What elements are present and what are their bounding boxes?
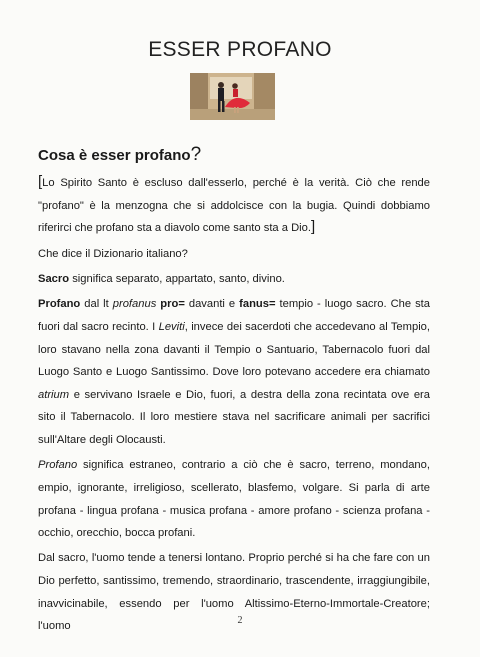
term-atrium: atrium [38,388,70,401]
text-segment: davanti e [184,298,240,311]
paragraph-profano-etymology [38,293,430,451]
term-fanus: fanus= [239,298,276,311]
text-segment: dal lt [80,298,113,311]
page-title: ESSER PROFANO [148,38,332,61]
dancers-photo [190,73,275,120]
section-heading-mark: ? [190,144,202,165]
term-leviti: Leviti [158,320,185,333]
paragraph-sacro-distance: Dal sacro, l'uomo tende a tenersi lontano. Proprio perché si ha che fare con un Dio perfetto, santissimo, tremendo, straordinario, trascendente, irraggiungibile, inavvicinabile, essendo per l'uomo Altissimo-Eterno-Immortale-Creatore; l'uomo [38,552,430,633]
open-bracket: [ [38,173,43,190]
paragraph-profano-meaning [38,454,430,544]
paragraph-sacro [38,268,430,291]
dancers-illustration [190,73,275,120]
text-segment: tempio - luogo sacro. Che sta fuori dal sacro recinto. I [38,298,431,333]
paragraph-intro [38,172,430,240]
term-profanus: profanus [112,298,157,311]
text-segment: , invece dei sacerdoti che accedevano al Tempio, loro stavano nella zona davanti il Tempio o Santuario, Tabernacolo fuori dal Luogo Santo e Luogo Santissimo. Dove loro potevano accedere era chiamato [38,320,431,379]
definition-profano: significa estraneo, contrario a ciò che è sacro, terreno, mondano, empio, ignorante, irreligioso, scellerato, blasfemo, volgare. Si parla di arte profana - lingua profana - musica profana - amore profano - scienza profana - occhio, orecchio, bocca profani. [38,459,430,540]
paragraph-question: Che dice il Dizionario italiano? [38,247,188,260]
term-profano: Profano [38,298,81,311]
term-profano-italic: Profano [38,459,78,472]
document-body [38,172,430,641]
section-heading [38,144,201,166]
section-heading-text: Cosa è esser profano [38,147,191,164]
text-segment: e servivano Israele e Dio, fuori, a destra della zona recintata ove era sito il Tabernacolo. Il loro mestiere stava nel sacrificare animali per sacrifici sull'Altare degli Olocausti. [38,388,430,446]
term-sacro: Sacro [38,272,70,285]
term-pro: pro= [160,298,185,311]
close-bracket: ] [311,218,316,236]
definition-sacro: significa separato, appartato, santo, divino. [69,272,285,285]
page-number: 2 [237,615,243,626]
paragraph-intro-text: Lo Spirito Santo è escluso dall'esserlo, perché è la verità. Ciò che rende "profano" è la menzogna che si addolcisce con la bugia. Quindi dobbiamo riferirci che profano sta a diavolo come santo sta a Dio. [38,177,430,235]
